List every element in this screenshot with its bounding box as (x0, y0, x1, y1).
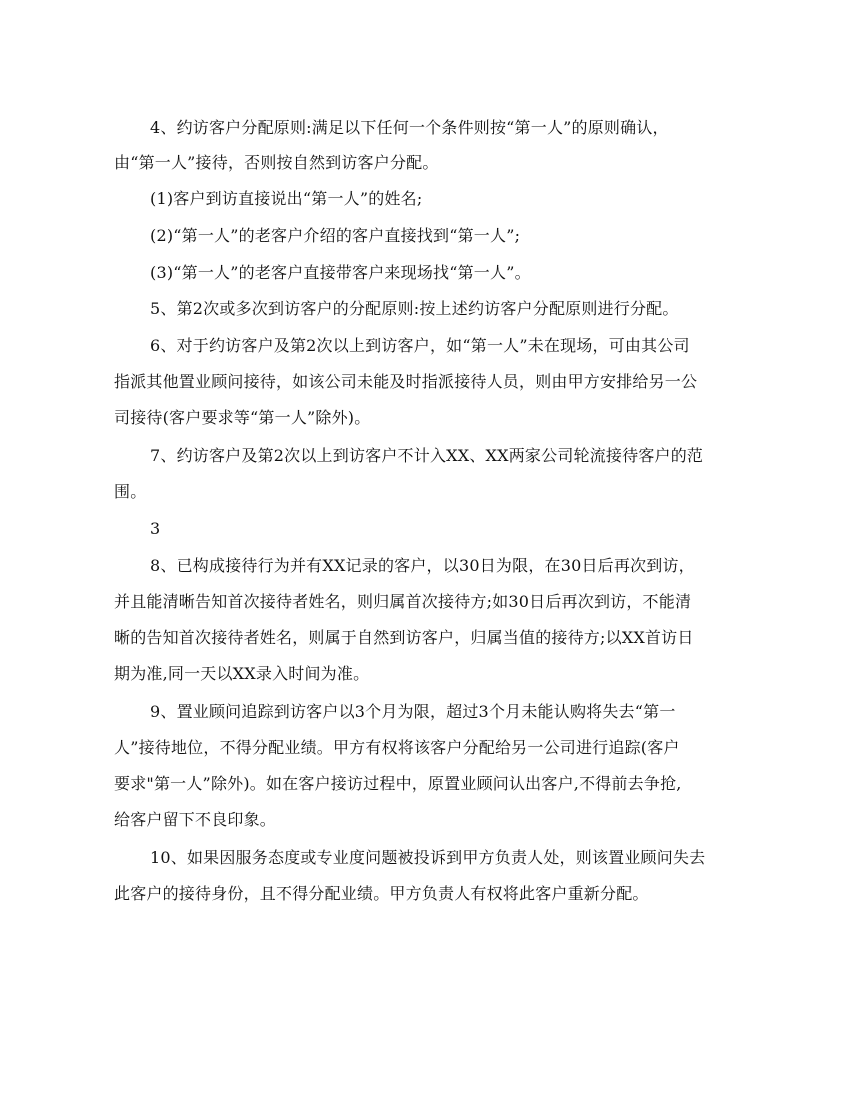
clause-5-line-1: 5、第2次或多次到访客户的分配原则:按上述约访客户分配原则进行分配。 (150, 299, 679, 318)
page-number: 3 (150, 519, 161, 538)
clause-4-item-1: (1)客户到访直接说出“第一人”的姓名; (150, 189, 423, 208)
clause-9-line-1: 9、置业顾问追踪到访客户以3个月为限，超过3个月未能认购将失去“第一 (150, 702, 676, 721)
clause-4-item-3: (3)“第一人”的老客户直接带客户来现场找“第一人”。 (150, 263, 531, 282)
clause-4-line-1: 4、约访客户分配原则:满足以下任何一个条件则按“第一人”的原则确认， (150, 118, 669, 137)
clause-9-line-4: 给客户留下不良印象。 (114, 810, 277, 829)
clause-8-line-1: 8、已构成接待行为并有XX记录的客户，以30日为限，在30日后再次到访， (150, 556, 695, 575)
clause-6-line-2: 指派其他置业顾问接待，如该公司未能及时指派接待人员，则由甲方安排给另一公 (114, 372, 698, 391)
clause-9-line-2: 人”接待地位，不得分配业绩。甲方有权将该客户分配给另一公司进行追踪(客户 (114, 738, 680, 757)
clause-4-line-2: 由“第一人”接待，否则按自然到访客户分配。 (114, 153, 439, 172)
clause-10-line-1: 10、如果因服务态度或专业度问题被投诉到甲方负责人处，则该置业顾问失去 (150, 848, 706, 867)
clause-7-line-2: 围。 (114, 482, 147, 501)
clause-8-line-4: 期为准,同一天以XX录入时间为准。 (114, 664, 370, 683)
clause-9-line-3: 要求"第一人”除外)。如在客户接访过程中，原置业顾问认出客户,不得前去争抢, (114, 774, 682, 793)
clause-7-line-1: 7、约访客户及第2次以上到访客户不计入XX、XX两家公司轮流接待客户的范 (150, 446, 704, 465)
clause-6-line-1: 6、对于约访客户及第2次以上到访客户，如“第一人”未在现场，可由其公司 (150, 336, 690, 355)
clause-8-line-3: 晰的告知首次接待者姓名，则属于自然到访客户，归属当值的接待方;以XX首访日 (114, 628, 694, 647)
clause-10-line-2: 此客户的接待身份，且不得分配业绩。甲方负责人有权将此客户重新分配。 (114, 884, 649, 903)
clause-6-line-3: 司接待(客户要求等“第一人”除外)。 (114, 408, 371, 427)
clause-4-item-2: (2)“第一人”的老客户介绍的客户直接找到“第一人”; (150, 226, 521, 245)
clause-8-line-2: 并且能清晰告知首次接待者姓名，则归属首次接待方;如30日后再次到访，不能清 (114, 592, 692, 611)
